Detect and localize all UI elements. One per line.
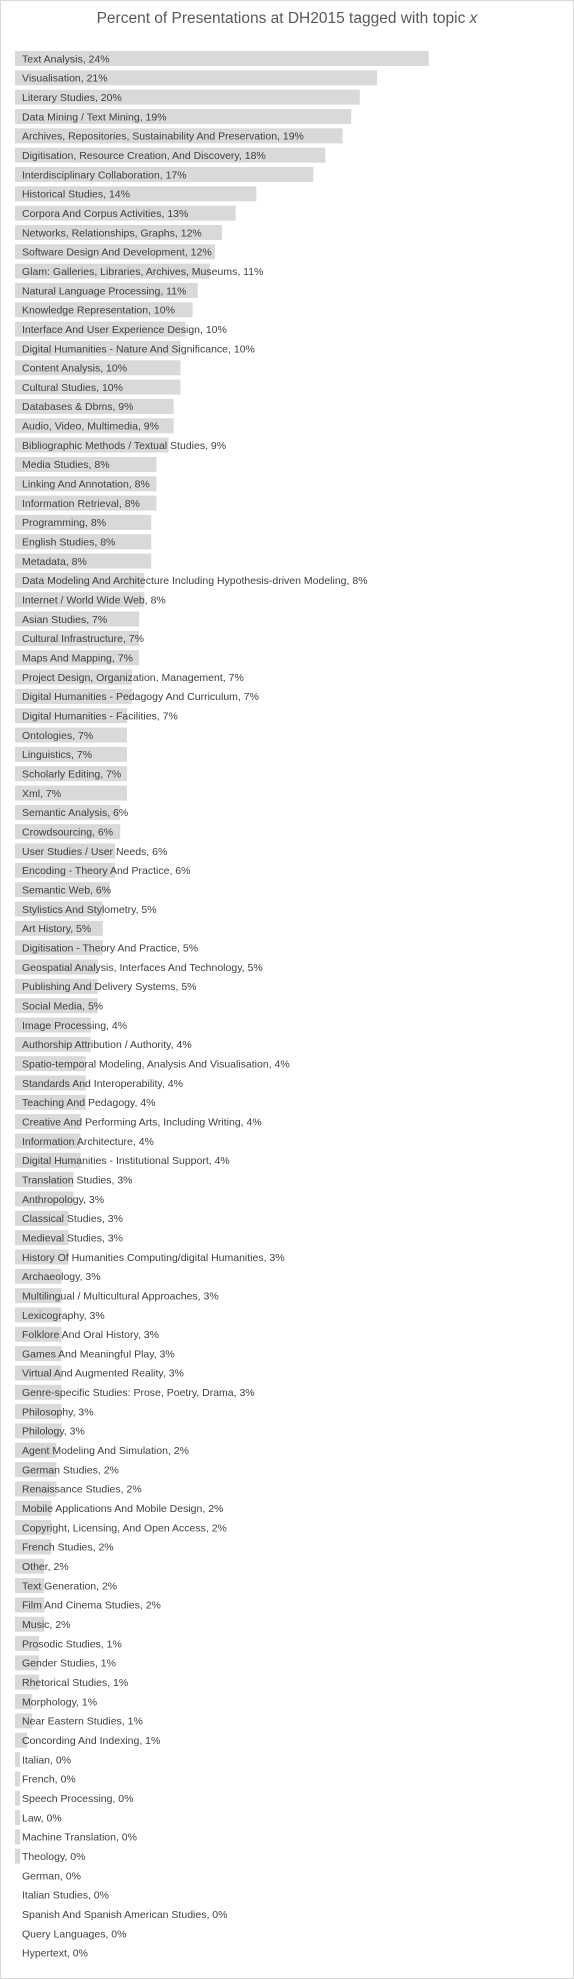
chart-title-main: Percent of Presentations at DH2015 tagged with topic <box>96 10 470 27</box>
bar-label: Publishing And Delivery Systems, 5% <box>22 981 197 994</box>
bar-label: Literary Studies, 20% <box>22 91 122 104</box>
bar-label: Teaching And Pedagogy, 4% <box>22 1097 156 1110</box>
bar-label: Other, 2% <box>22 1561 69 1574</box>
bar-label: Concording And Indexing, 1% <box>22 1735 161 1748</box>
bar <box>15 1771 20 1786</box>
bar-label: Encoding - Theory And Practice, 6% <box>22 865 191 878</box>
bar-label: Scholarly Editing, 7% <box>22 768 122 781</box>
bar-label: Renaissance Studies, 2% <box>22 1483 142 1496</box>
bar-label: Linking And Annotation, 8% <box>22 478 150 491</box>
bar-label: Spanish And Spanish American Studies, 0% <box>22 1908 228 1921</box>
bar-label: Databases & Dbms, 9% <box>22 401 134 414</box>
bar-label: Image Processing, 4% <box>22 1019 128 1032</box>
bar-label: Music, 2% <box>22 1619 71 1632</box>
bar-label: Programming, 8% <box>22 517 107 530</box>
bar-label: Digitisation, Resource Creation, And Discovery, 18% <box>22 149 266 162</box>
bar-label: French, 0% <box>22 1773 76 1786</box>
bar-label: Data Modeling And Architecture Including Hypothesis-driven Modeling, 8% <box>22 575 368 588</box>
bar-label: Speech Processing, 0% <box>22 1793 134 1805</box>
bar-label: Digital Humanities - Nature And Significance, 10% <box>22 343 255 356</box>
bar-label: Interdisciplinary Collaboration, 17% <box>22 169 187 182</box>
bar-label: Film And Cinema Studies, 2% <box>22 1599 161 1612</box>
bar-label: Linguistics, 7% <box>22 749 93 762</box>
bar-label: Art History, 5% <box>22 923 92 936</box>
bar-label: Philosophy, 3% <box>22 1406 94 1419</box>
bar-label: Morphology, 1% <box>22 1696 98 1709</box>
bar-label: Spatio-temporal Modeling, Analysis And Visualisation, 4% <box>22 1058 290 1071</box>
bar-label: Visualisation, 21% <box>22 72 108 85</box>
chart-title-variable: x <box>469 10 478 27</box>
bar-label: Semantic Web, 6% <box>22 884 112 897</box>
bar-label: Ontologies, 7% <box>22 729 94 742</box>
bar-label: Information Architecture, 4% <box>22 1135 154 1148</box>
bar-label: Philology, 3% <box>22 1425 85 1438</box>
bar-label: Italian, 0% <box>22 1754 72 1767</box>
bar <box>15 1810 20 1825</box>
bar-label: Mobile Applications And Mobile Design, 2% <box>22 1503 224 1516</box>
bar-label: Crowdsourcing, 6% <box>22 826 114 839</box>
bar-label: Agent Modeling And Simulation, 2% <box>22 1445 189 1458</box>
bar-label: Gender Studies, 1% <box>22 1657 116 1670</box>
bar-label: Authorship Attribution / Authority, 4% <box>22 1039 192 1052</box>
bar-label: Natural Language Processing, 11% <box>22 285 187 298</box>
labels-layer <box>22 53 368 1959</box>
bar-label: Geospatial Analysis, Interfaces And Technology, 5% <box>22 961 263 974</box>
bar-label: Near Eastern Studies, 1% <box>22 1715 143 1728</box>
bar-label: Query Languages, 0% <box>22 1928 127 1941</box>
bar-label: Genre-specific Studies: Prose, Poetry, Drama, 3% <box>22 1387 255 1400</box>
bar-label: Italian Studies, 0% <box>22 1889 109 1902</box>
bar-label: Content Analysis, 10% <box>22 362 128 375</box>
bar-label: Theology, 0% <box>22 1850 86 1863</box>
bar-label: Internet / World Wide Web, 8% <box>22 594 166 607</box>
bar-label: Asian Studies, 7% <box>22 613 108 626</box>
bar-label: Folklore And Oral History, 3% <box>22 1329 159 1342</box>
bar-label: Stylistics And Stylometry, 5% <box>22 903 157 916</box>
bar-label: Prosodic Studies, 1% <box>22 1638 122 1651</box>
bar-label: Cultural Studies, 10% <box>22 381 123 394</box>
bar-label: Glam: Galleries, Libraries, Archives, Museums, 11% <box>22 265 264 278</box>
bar-label: Creative And Performing Arts, Including Writing, 4% <box>22 1116 262 1129</box>
bar <box>15 1829 20 1844</box>
bar-label: Project Design, Organization, Management, 7% <box>22 671 244 684</box>
bar-label: Information Retrieval, 8% <box>22 497 140 510</box>
bar-label: Copyright, Licensing, And Open Access, 2% <box>22 1522 227 1535</box>
bar-label: History Of Humanities Computing/digital Humanities, 3% <box>22 1251 285 1264</box>
bar-label: Law, 0% <box>22 1812 62 1825</box>
bar <box>15 1752 20 1767</box>
bar-label: Metadata, 8% <box>22 555 87 568</box>
bar <box>15 1849 20 1864</box>
bar-label: Data Mining / Text Mining, 19% <box>22 111 167 124</box>
bar <box>15 1791 20 1806</box>
bar-label: Lexicography, 3% <box>22 1309 105 1322</box>
bar-label: User Studies / User Needs, 6% <box>22 845 168 858</box>
bar-label: Digitisation - Theory And Practice, 5% <box>22 942 199 955</box>
bar-label: English Studies, 8% <box>22 536 116 549</box>
bar-label: Machine Translation, 0% <box>22 1831 137 1844</box>
bar-label: Bibliographic Methods / Textual Studies, 9% <box>22 439 227 452</box>
bar-label: Archaeology, 3% <box>22 1271 101 1284</box>
bar-label: Digital Humanities - Institutional Support, 4% <box>22 1155 230 1168</box>
bar-label: Knowledge Representation, 10% <box>22 304 175 317</box>
bar-label: Semantic Analysis, 6% <box>22 807 129 820</box>
bar-label: Hypertext, 0% <box>22 1947 88 1960</box>
bar-label: Media Studies, 8% <box>22 459 110 472</box>
bar-label: Audio, Video, Multimedia, 9% <box>22 420 159 433</box>
bar-label: Virtual And Augmented Reality, 3% <box>22 1367 184 1380</box>
bar-label: Text Generation, 2% <box>22 1580 118 1593</box>
bar-label: German, 0% <box>22 1870 81 1883</box>
bar-label: Digital Humanities - Facilities, 7% <box>22 710 178 723</box>
bar-label: Games And Meaningful Play, 3% <box>22 1348 175 1361</box>
bar-label: Multilingual / Multicultural Approaches, 3% <box>22 1290 219 1303</box>
bar-label: Digital Humanities - Pedagogy And Curriculum, 7% <box>22 691 259 704</box>
bar-label: Historical Studies, 14% <box>22 188 130 201</box>
bar-label: Xml, 7% <box>22 787 62 800</box>
bar-label: Cultural Infrastructure, 7% <box>22 633 144 646</box>
bar-label: Interface And User Experience Design, 10% <box>22 323 227 336</box>
bar-label: French Studies, 2% <box>22 1541 114 1554</box>
bar-label: German Studies, 2% <box>22 1464 119 1477</box>
bar-label: Software Design And Development, 12% <box>22 246 212 259</box>
bar-label: Anthropology, 3% <box>22 1193 105 1206</box>
bar-label: Translation Studies, 3% <box>22 1174 133 1187</box>
bar-label: Maps And Mapping, 7% <box>22 652 133 665</box>
bar-label: Archives, Repositories, Sustainability And Preservation, 19% <box>22 130 304 143</box>
bar-label: Social Media, 5% <box>22 1000 104 1013</box>
bar-label: Rhetorical Studies, 1% <box>22 1677 129 1690</box>
bar-label: Networks, Relationships, Graphs, 12% <box>22 227 202 240</box>
bar-label: Standards And Interoperability, 4% <box>22 1077 183 1090</box>
bar-label: Classical Studies, 3% <box>22 1213 123 1226</box>
bar-label: Corpora And Corpus Activities, 13% <box>22 207 189 220</box>
bar-label: Text Analysis, 24% <box>22 53 110 66</box>
bar-label: Medieval Studies, 3% <box>22 1232 123 1245</box>
